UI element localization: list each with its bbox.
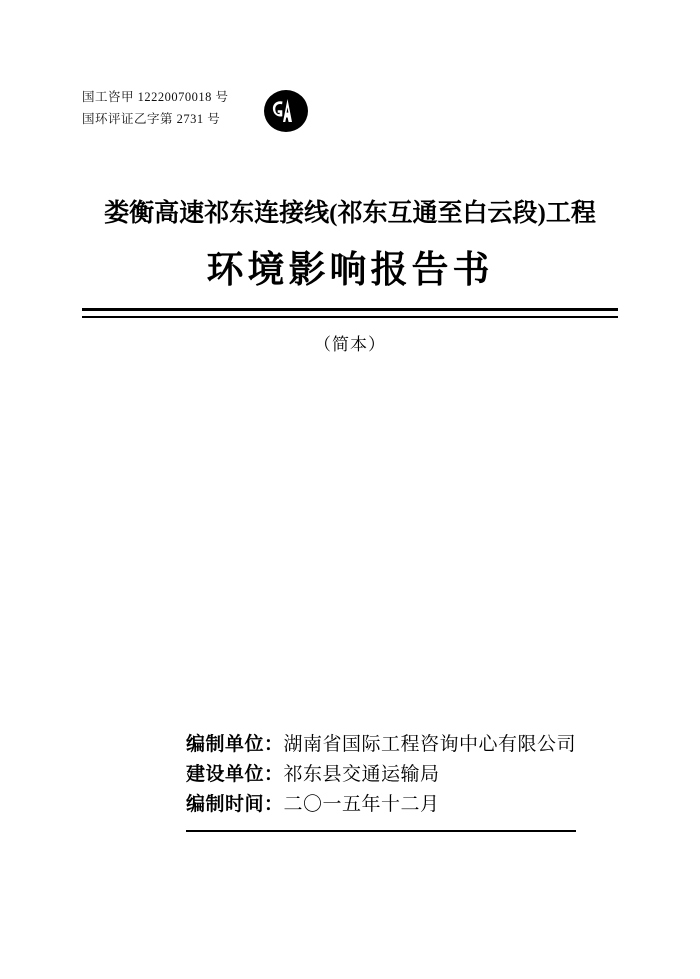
info-row — [186, 760, 576, 790]
publication-info-block — [186, 730, 576, 820]
info-value-compiler: 湖南省国际工程咨询中心有限公司 — [283, 734, 577, 755]
info-value-owner: 祁东县交通运输局 — [283, 764, 440, 785]
info-label-compiler: 编制单位： — [186, 734, 284, 755]
ga-monogram-logo — [263, 88, 309, 134]
info-row — [186, 730, 576, 760]
subtitle: （简本） — [314, 335, 386, 354]
title-block — [0, 196, 700, 294]
document-code-line-1: 国工咨甲 12220070018 号 — [82, 90, 229, 104]
document-code-block — [82, 86, 229, 130]
document-code-line-2: 国环评证乙字第 2731 号 — [82, 112, 221, 126]
info-label-date: 编制时间： — [186, 794, 284, 815]
main-title: 环境影响报告书 — [206, 249, 494, 290]
project-title: 娄衡高速祁东连接线(祁东互通至白云段)工程 — [104, 200, 596, 227]
info-row — [186, 790, 576, 820]
info-value-date: 二〇一五年十二月 — [283, 794, 440, 815]
title-divider-bottom — [82, 316, 618, 318]
info-label-owner: 建设单位： — [186, 764, 284, 785]
footer-divider — [186, 830, 576, 832]
title-divider-top — [82, 308, 618, 311]
